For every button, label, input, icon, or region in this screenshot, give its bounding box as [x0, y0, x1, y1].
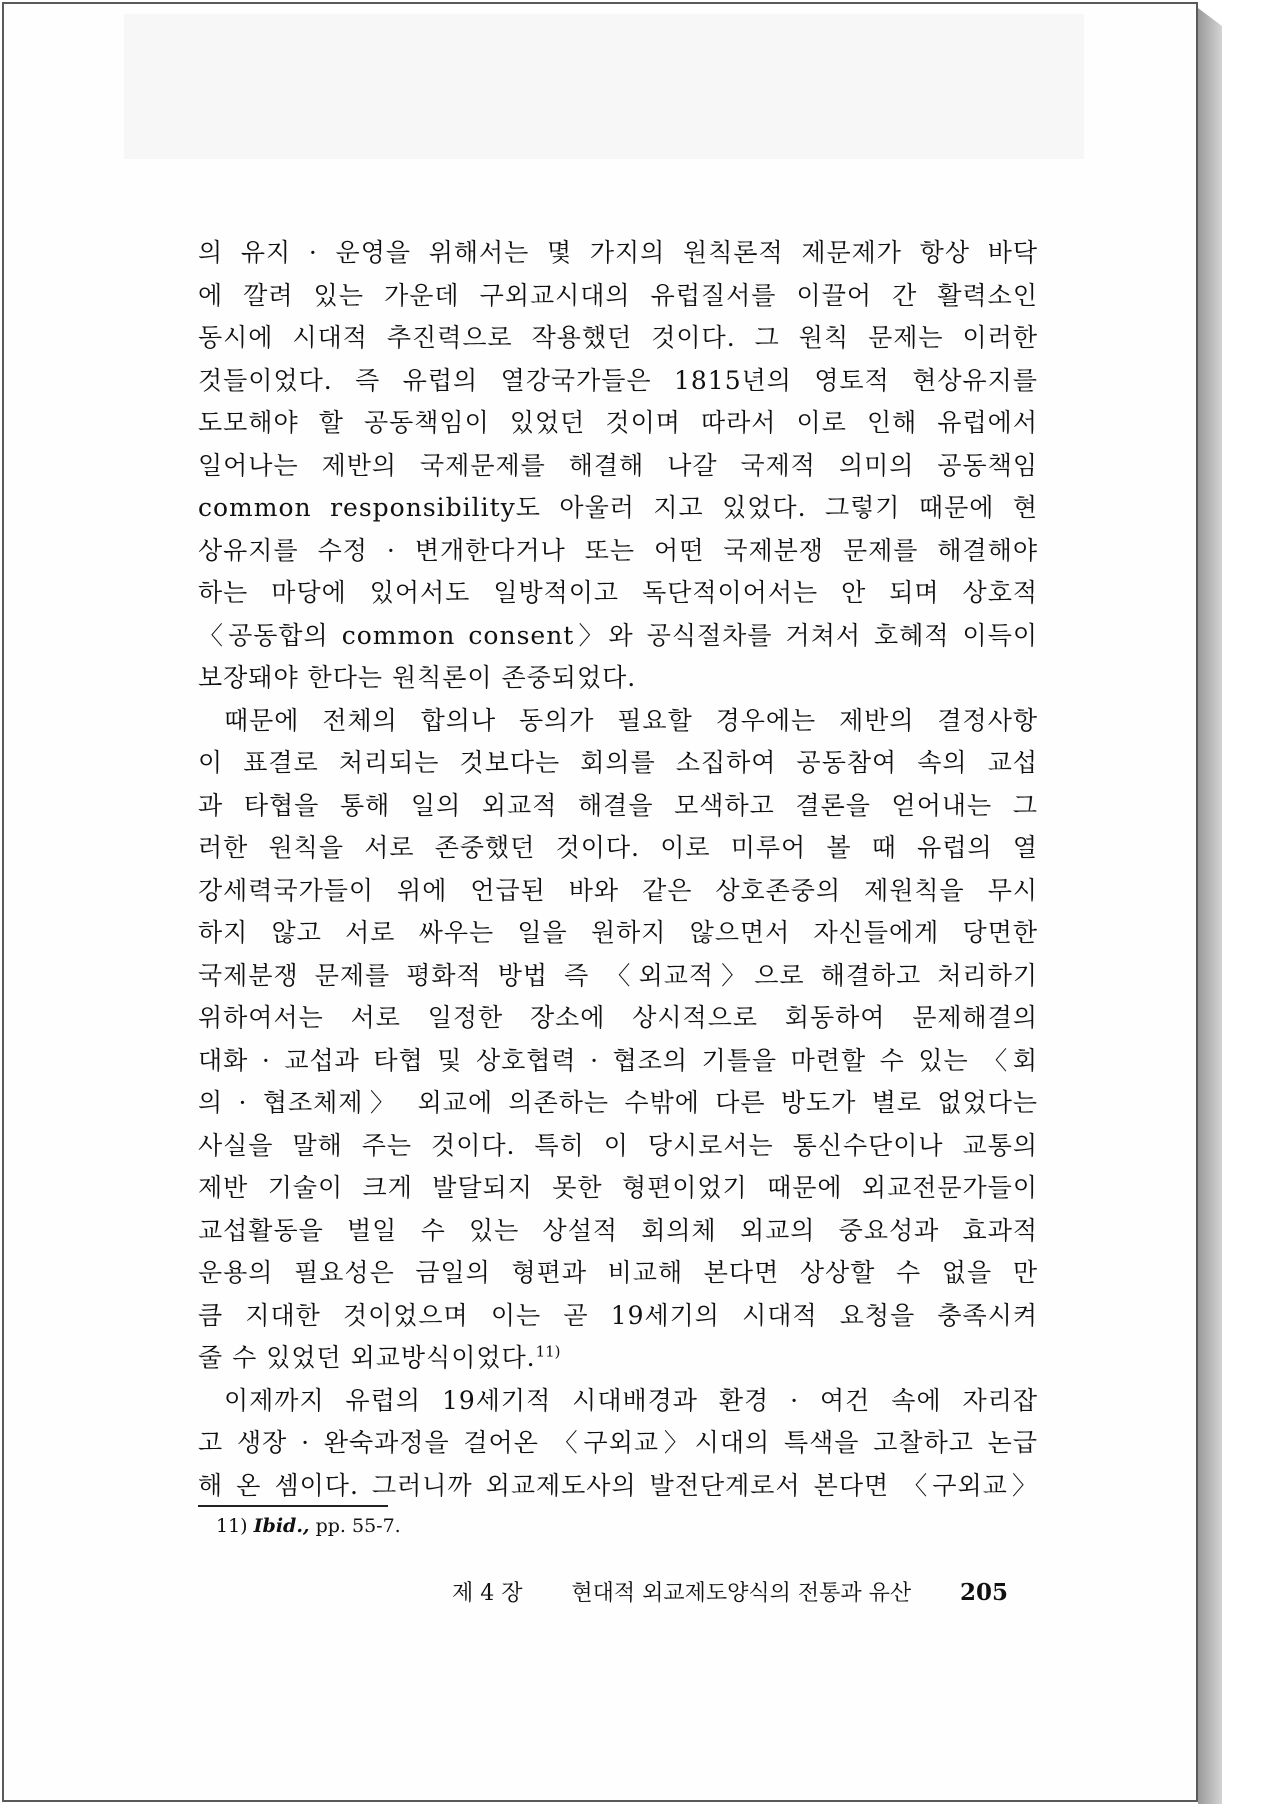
text-line-content: 고 생장 · 완숙과정을 걸어온 〈구외교〉시대의 특색을 고찰하고 논급 — [198, 1428, 1038, 1457]
text-line — [198, 785, 1038, 828]
text-line — [198, 445, 1038, 488]
text-line-content: 이제까지 유럽의 19세기적 시대배경과 환경 · 여건 속에 자리잡 — [224, 1385, 1038, 1415]
text-line — [198, 955, 1038, 998]
text-line — [198, 1337, 1038, 1380]
text-line-content: 때문에 전체의 합의나 동의가 필요할 경우에는 제반의 결정사항 — [224, 705, 1038, 735]
text-line — [198, 572, 1038, 615]
text-line — [198, 657, 1038, 700]
footnote-marker: 11) — [535, 1342, 561, 1361]
text-line — [198, 827, 1038, 870]
text-line-content: 〈공동합의 common consent〉와 공식절차를 거쳐서 호혜적 이득이 — [198, 620, 1038, 650]
text-line — [198, 487, 1038, 530]
text-line — [198, 530, 1038, 573]
page-edge-shadow — [1198, 8, 1222, 1804]
text-line — [198, 1252, 1038, 1295]
footnote-number: 11) — [216, 1515, 248, 1537]
footer-chapter: 제 4 장 — [452, 1581, 523, 1606]
text-line-content: 도모해야 할 공동책임이 있었던 것이며 따라서 이로 인해 유럽에서 — [198, 408, 1038, 437]
text-line — [198, 1167, 1038, 1210]
text-line — [198, 1380, 1038, 1423]
footnote — [216, 1515, 401, 1537]
text-line-content: 동시에 시대적 추진력으로 작용했던 것이다. 그 원칙 문제는 이러한 — [198, 323, 1038, 352]
text-line-content: 줄 수 있었던 외교방식이었다. — [198, 1343, 536, 1372]
scan-tone-band — [124, 14, 1084, 159]
text-line-content: 교섭활동을 벌일 수 있는 상설적 회의체 외교의 중요성과 효과적 — [198, 1215, 1038, 1245]
text-line-content: common responsibility도 아울러 지고 있었다. 그렇기 때문에 현 — [198, 493, 1038, 522]
text-line — [198, 742, 1038, 785]
text-line-content: 것들이었다. 즉 유럽의 열강국가들은 1815년의 영토적 현상유지를 — [198, 365, 1038, 395]
footer-title: 현대적 외교제도양식의 전통과 유산 — [571, 1581, 912, 1606]
text-line — [198, 1040, 1038, 1083]
text-line-content: 보장돼야 한다는 원칙론이 존중되었다. — [198, 663, 637, 692]
body-text — [198, 232, 1038, 1507]
text-line-content: 일어나는 제반의 국제문제를 해결해 나갈 국제적 의미의 공동책임 — [198, 450, 1038, 480]
text-line — [198, 360, 1038, 403]
text-line-content: 에 깔려 있는 가운데 구외교시대의 유럽질서를 이끌어 간 활력소인 — [198, 280, 1038, 310]
text-line — [198, 275, 1038, 318]
text-line — [198, 997, 1038, 1040]
text-line — [198, 317, 1038, 360]
text-line — [198, 912, 1038, 955]
text-line — [198, 870, 1038, 913]
text-line-content: 사실을 말해 주는 것이다. 특히 이 당시로서는 통신수단이나 교통의 — [198, 1130, 1038, 1160]
text-line — [198, 1210, 1038, 1253]
text-line — [198, 615, 1038, 658]
text-line-content: 의 유지 · 운영을 위해서는 몇 가지의 원칙론적 제문제가 항상 바닥 — [198, 238, 1038, 267]
text-line-content: 의 · 협조체제〉 외교에 의존하는 수밖에 다른 방도가 별로 없었다는 — [198, 1088, 1038, 1117]
text-line-content: 이 표결로 처리되는 것보다는 회의를 소집하여 공동참여 속의 교섭 — [198, 748, 1038, 777]
text-line-content: 러한 원칙을 서로 존중했던 것이다. 이로 미루어 볼 때 유럽의 열 — [198, 833, 1038, 862]
text-line — [198, 1125, 1038, 1168]
text-line — [198, 402, 1038, 445]
footnote-pages: pp. 55-7. — [315, 1515, 401, 1537]
text-line-content: 국제분쟁 문제를 평화적 방법 즉 〈외교적〉으로 해결하고 처리하기 — [198, 960, 1038, 990]
text-line — [198, 1465, 1038, 1508]
text-line-content: 위하여서는 서로 일정한 장소에 상시적으로 회동하여 문제해결의 — [198, 1003, 1038, 1032]
text-line — [198, 1082, 1038, 1125]
footnote-separator — [198, 1505, 388, 1507]
text-line — [198, 232, 1038, 275]
footnote-reference: Ibid., — [253, 1515, 310, 1537]
text-line-content: 운용의 필요성은 금일의 형편과 비교해 본다면 상상할 수 없을 만 — [198, 1258, 1038, 1287]
page-number: 205 — [959, 1579, 1008, 1606]
text-line-content: 상유지를 수정 · 변개한다거나 또는 어떤 국제분쟁 문제를 해결해야 — [198, 535, 1038, 565]
text-line-content: 하는 마당에 있어서도 일방적이고 독단적이어서는 안 되며 상호적 — [198, 578, 1038, 607]
running-footer — [452, 1576, 1008, 1607]
text-line — [198, 700, 1038, 743]
text-line-content: 큼 지대한 것이었으며 이는 곧 19세기의 시대적 요청을 충족시켜 — [198, 1300, 1038, 1330]
text-line-content: 강세력국가들이 위에 언급된 바와 같은 상호존중의 제원칙을 무시 — [198, 875, 1038, 905]
text-line — [198, 1295, 1038, 1338]
text-line-content: 해 온 셈이다. 그러니까 외교제도사의 발전단계로서 본다면 〈구외교〉 — [198, 1470, 1038, 1500]
text-line — [198, 1422, 1038, 1465]
text-line-content: 과 타협을 통해 일의 외교적 해결을 모색하고 결론을 얻어내는 그 — [198, 790, 1038, 820]
text-line-content: 제반 기술이 크게 발달되지 못한 형편이었기 때문에 외교전문가들이 — [198, 1173, 1038, 1202]
text-line-content: 대화 · 교섭과 타협 및 상호협력 · 협조의 기틀을 마련할 수 있는 〈회 — [198, 1045, 1038, 1075]
text-line-content: 하지 않고 서로 싸우는 일을 원하지 않으면서 자신들에게 당면한 — [198, 918, 1038, 947]
